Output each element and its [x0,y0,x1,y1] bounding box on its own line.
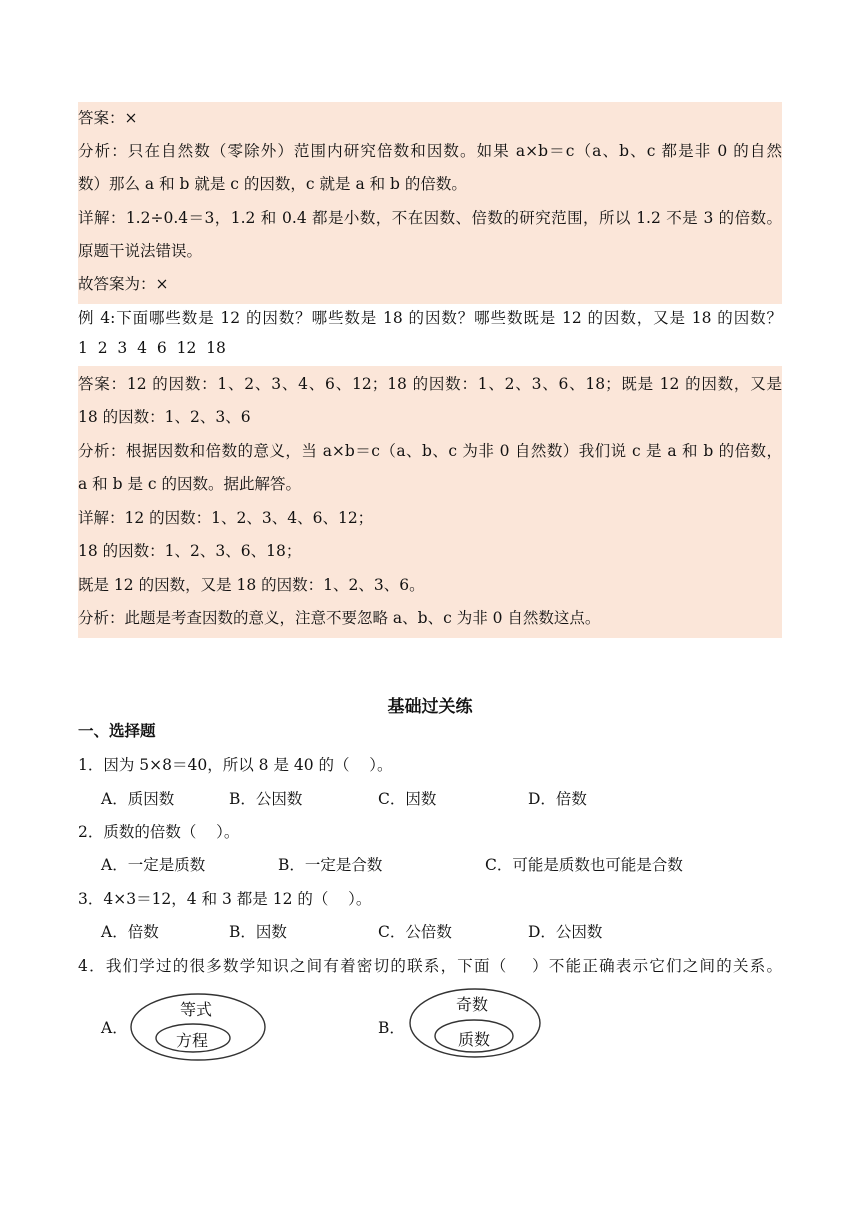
q2-option-a[interactable]: A．一定是质数 [101,856,206,874]
answer-line-1: 答案：12 的因数：1、2、3、4、6、12；18 的因数：1、2、3、6、18；既是 12 的因数，又是 [78,375,782,393]
answer-highlight-1 [78,102,782,304]
q4-option-b-label[interactable]: B． [378,1019,405,1037]
q2-option-c[interactable]: C．可能是质数也可能是合数 [485,856,683,874]
answer-line: 答案：× [78,109,138,127]
q3-option-b[interactable]: B．因数 [229,923,287,941]
q1-option-b[interactable]: B．公因数 [229,790,303,808]
detail-line-3: 详解：12 的因数：1、2、3、4、6、12； [78,509,374,527]
answer-line-2: 18 的因数：1、2、3、6 [78,408,251,426]
analysis-line-5: 分析：此题是考查因数的意义，注意不要忽略 a、b、c 为非 0 自然数这点。 [78,609,601,627]
analysis-line-4: a 和 b 是 c 的因数。据此解答。 [78,475,301,493]
q1-option-d[interactable]: D．倍数 [528,790,587,808]
analysis-line-3: 分析：根据因数和倍数的意义，当 a×b＝c（a、b、c 为非 0 自然数）我们说 c 是 a 和 b 的倍数， [78,442,782,460]
section-title: 基础过关练 [387,697,473,717]
q2-option-b[interactable]: B．一定是合数 [278,856,383,874]
detail-line-1: 详解：1.2÷0.4＝3，1.2 和 0.4 都是小数，不在因数、倍数的研究范围，所以 1.2 不是 3 的倍数。 [78,209,782,227]
question-2: 2．质数的倍数（ ）。 [78,823,240,841]
analysis-line-1: 分析：只在自然数（零除外）范围内研究倍数和因数。如果 a×b＝c（a、b、c 都是非 0 的自然 [78,142,782,160]
analysis-line-2: 数）那么 a 和 b 就是 c 的因数，c 就是 a 和 b 的倍数。 [78,175,467,193]
final-answer-line: 故答案为：× [78,275,169,293]
detail-line-5: 既是 12 的因数，又是 18 的因数：1、2、3、6。 [78,576,425,594]
section-heading: 一、选择题 [78,721,156,740]
question-4: 4．我们学过的很多数学知识之间有着密切的联系，下面（ ）不能正确表示它们之间的关系。 [78,957,782,975]
example-question: 例 4:下面哪些数是 12 的因数？哪些数是 18 的因数？哪些数既是 12 的因数，又是 18 的因数？ [78,309,782,327]
q1-option-c[interactable]: C．因数 [378,790,437,808]
q3-option-d[interactable]: D．公因数 [528,923,603,941]
q4-b-inner-label: 质数 [458,1030,491,1049]
q4-a-inner-label: 方程 [176,1031,209,1050]
question-3: 3．4×3＝12，4 和 3 都是 12 的（ ）。 [78,890,372,908]
detail-line-4: 18 的因数：1、2、3、6、18； [78,542,302,560]
question-1: 1．因为 5×8＝40，所以 8 是 40 的（ ）。 [78,756,393,774]
q1-option-a[interactable]: A．质因数 [101,790,175,808]
q3-option-a[interactable]: A．倍数 [101,923,159,941]
example-numbers: 1 2 3 4 6 12 18 [78,339,226,357]
q3-option-c[interactable]: C．公倍数 [378,923,452,941]
detail-line-2: 原题干说法错误。 [78,242,203,260]
q4-a-outer-label: 等式 [180,1000,213,1019]
q4-b-outer-label: 奇数 [456,995,489,1014]
q4-option-a-label[interactable]: A． [101,1019,128,1037]
